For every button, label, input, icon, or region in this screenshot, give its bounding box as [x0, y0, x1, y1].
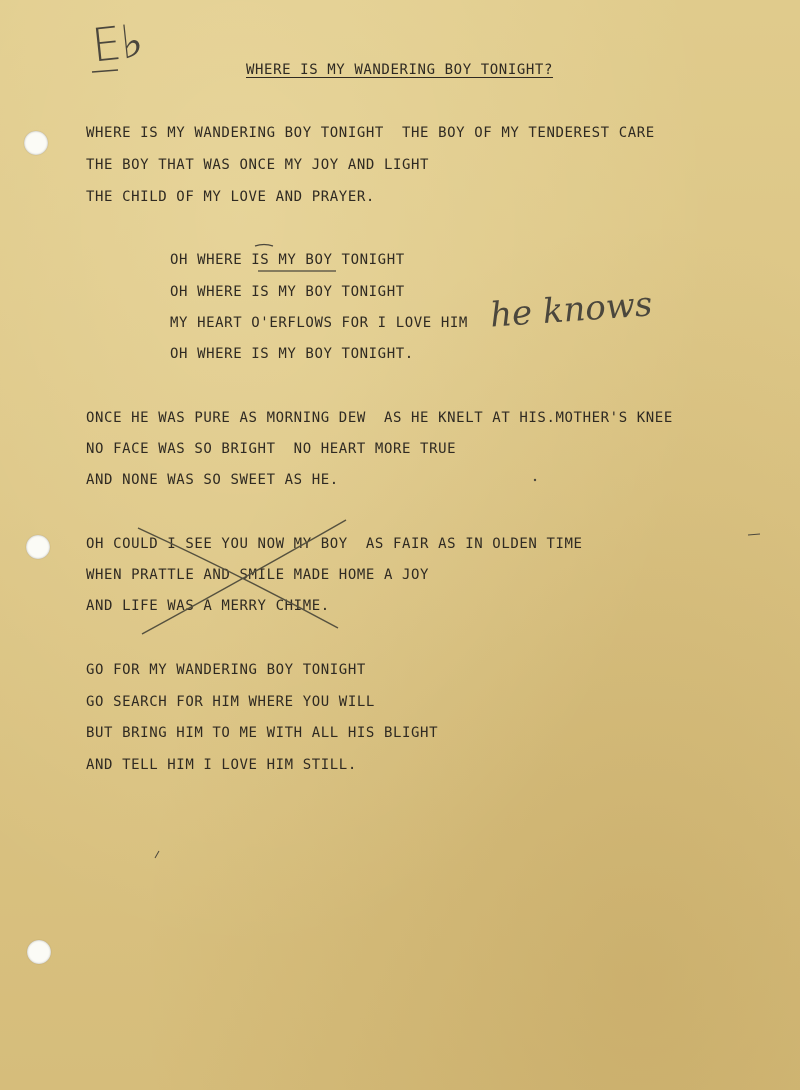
punch-hole-middle: [26, 535, 50, 559]
chorus-line: MY HEART O'ERFLOWS FOR I LOVE HIM: [170, 315, 468, 331]
verse-line: WHERE IS MY WANDERING BOY TONIGHT THE BOY OF MY TENDEREST CARE: [86, 125, 655, 141]
verse-line: THE CHILD OF MY LOVE AND PRAYER.: [86, 189, 375, 205]
pencil-tick: [255, 245, 273, 247]
chorus-line: OH WHERE IS MY BOY TONIGHT.: [170, 346, 414, 362]
verse-line: OH COULD I SEE YOU NOW MY BOY AS FAIR AS IN OLDEN TIME: [86, 536, 583, 552]
chorus-line: OH WHERE IS MY BOY TONIGHT: [170, 284, 405, 300]
stray-mark: [155, 851, 159, 858]
verse-line: ONCE HE WAS PURE AS MORNING DEW AS HE KNELT AT HIS.MOTHER'S KNEE: [86, 410, 673, 426]
page-title: WHERE IS MY WANDERING BOY TONIGHT?: [246, 62, 553, 78]
verse-line: GO FOR MY WANDERING BOY TONIGHT: [86, 662, 366, 678]
verse-line: AND LIFE WAS A MERRY CHIME.: [86, 598, 330, 614]
punch-hole-bottom: [27, 940, 51, 964]
stray-mark: [748, 534, 760, 535]
verse-line: THE BOY THAT WAS ONCE MY JOY AND LIGHT: [86, 157, 430, 173]
chorus-line: OH WHERE IS MY BOY TONIGHT: [170, 252, 405, 268]
corner-key-note: E♭: [89, 13, 146, 73]
verse-line: NO FACE WAS SO BRIGHT NO HEART MORE TRUE: [86, 441, 457, 457]
handwritten-he-knows: he knows: [488, 284, 654, 336]
verse-line: BUT BRING HIM TO ME WITH ALL HIS BLIGHT: [86, 725, 439, 741]
verse-line: AND TELL HIM I LOVE HIM STILL.: [86, 757, 357, 773]
verse-line: GO SEARCH FOR HIM WHERE YOU WILL: [86, 694, 375, 710]
punch-hole-top: [24, 131, 48, 155]
verse-line: AND NONE WAS SO SWEET AS HE.: [86, 472, 339, 488]
stray-dot: [534, 479, 536, 481]
verse-line: WHEN PRATTLE AND SMILE MADE HOME A JOY: [86, 567, 430, 583]
